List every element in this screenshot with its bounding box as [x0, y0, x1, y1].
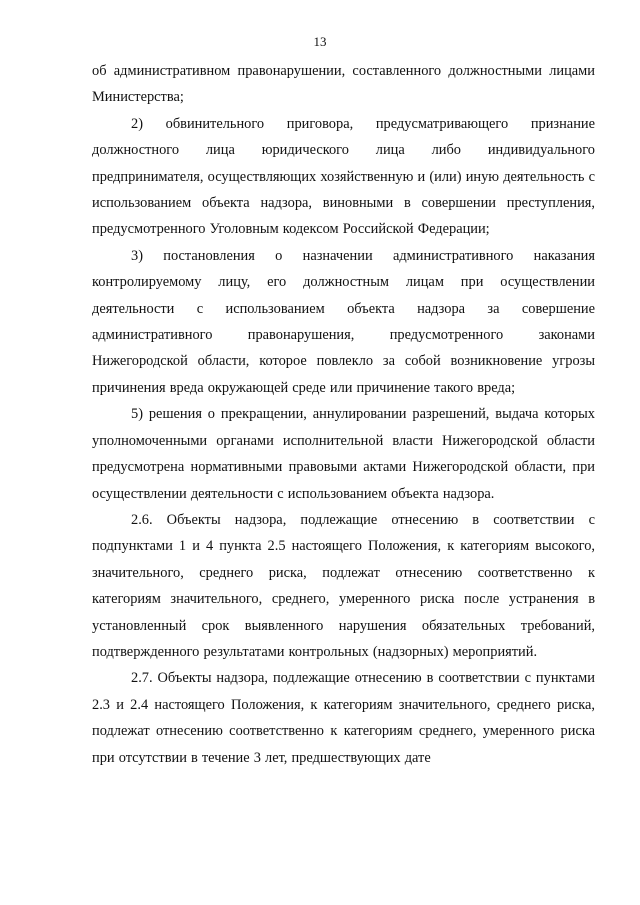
- paragraph-item-2: 2) обвинительного приговора, предусматривающего признание должностного лица юридического лица либо индивидуального предпринимателя, осуществляющих хозяйственную и (или) иную деятельность с использованием объекта надзора, виновными в совершении преступления, предусмотренного Уголовным кодексом Российской Федерации;: [92, 115, 595, 238]
- page-number: 13: [313, 34, 327, 49]
- document-body: [92, 58, 595, 771]
- paragraph-continuation: об административном правонарушении, составленного должностными лицами Министерства;: [92, 63, 595, 106]
- paragraph-2-7: 2.7. Объекты надзора, подлежащие отнесению в соответствии с пунктами 2.3 и 2.4 настоящего Положения, к категориям значительного, среднего риска, подлежат отнесению соответственно к категориям среднего, умеренного риска при отсутствии в течение 3 лет, предшествующих дате: [92, 670, 595, 766]
- paragraph-item-5: 5) решения о прекращении, аннулировании разрешений, выдача которых уполномоченными органами исполнительной власти Нижегородской области предусмотрена нормативными правовыми актами Нижегородской области, при осуществлении деятельности с использованием объекта надзора.: [92, 406, 595, 502]
- paragraph-2-6: 2.6. Объекты надзора, подлежащие отнесению в соответствии с подпунктами 1 и 4 пункта 2.5 настоящего Положения, к категориям высокого, значительного, среднего риска, подлежат отнесению соответственно к категориям значительного, среднего, умеренного риска после устранения в установленный срок выявленного нарушения обязательных требований, подтвержденного результатами контрольных (надзорных) мероприятий.: [92, 511, 595, 660]
- paragraph-item-3: 3) постановления о назначении административного наказания контролируемому лицу, его должностным лицам при осуществлении деятельности с использованием объекта надзора за совершение административного правонарушения, предусмотренного законами Нижегородской области, которое повлекло за собой возникновение угрозы причинения вреда окружающей среде или причинение такого вреда;: [92, 247, 595, 396]
